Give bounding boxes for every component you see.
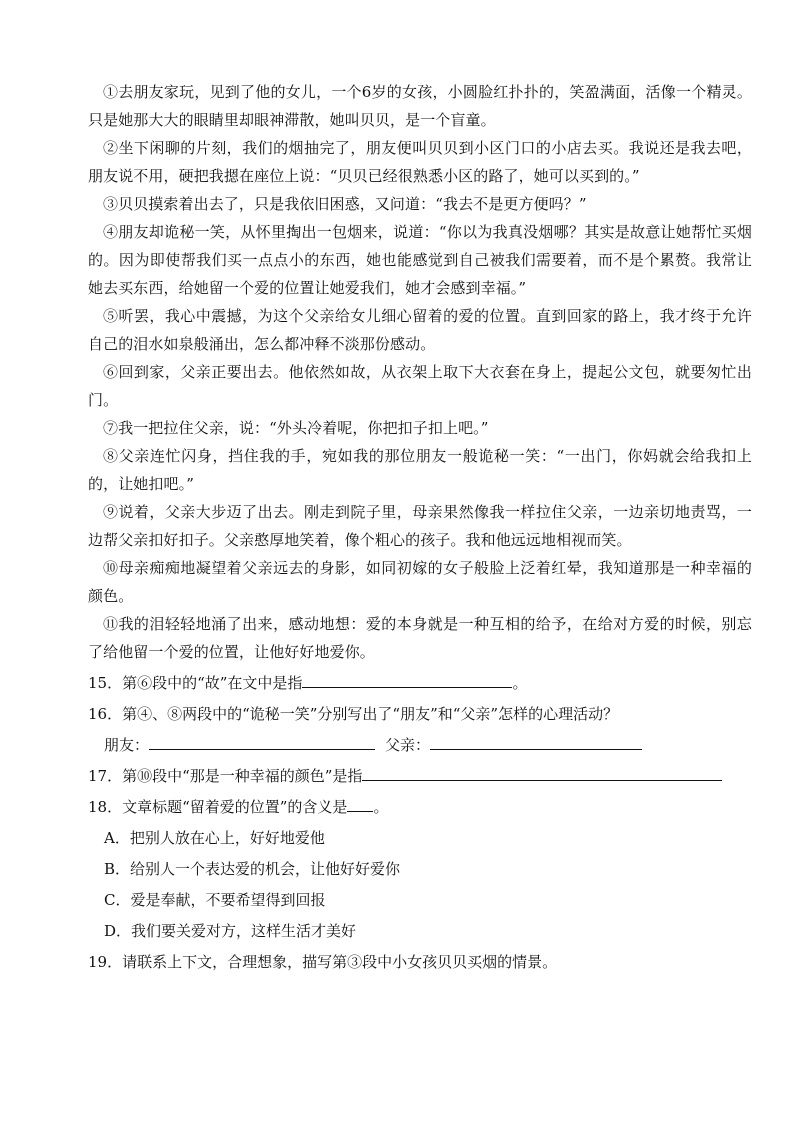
- question-18-option-c[interactable]: C．爱是奉献，不要希望得到回报: [104, 891, 326, 909]
- friend-answer-blank[interactable]: [149, 733, 375, 750]
- question-17-answer-blank[interactable]: [362, 764, 722, 781]
- question-18-option-a[interactable]: A．把别人放在心上，好好地爱他: [104, 829, 325, 847]
- question-18-option-d[interactable]: D．我们要关爱对方，这样生活才美好: [104, 922, 357, 940]
- question-18-option-b[interactable]: B．给别人一个表达爱的机会，让他好好爱你: [104, 860, 401, 878]
- passage-paragraph-9: ⑨说着，父亲大步迈了出去。刚走到院子里，母亲果然像我一样拉住父亲，一边亲切地责骂，一边帮父亲扣好扣子。父亲憨厚地笑着，像个粗心的孩子。我和他远远地相视而笑。: [88, 503, 752, 549]
- question-15: [88, 668, 752, 699]
- question-18-answer-blank[interactable]: [347, 795, 373, 812]
- questions-section: [88, 668, 752, 978]
- question-19: [88, 947, 752, 978]
- passage-paragraph-6: ⑥回到家，父亲正要出去。他依然如故，从衣架上取下大衣套在身上，提起公文包，就要匆忙出门。: [88, 363, 752, 409]
- question-19-text: 19．请联系上下文，合理想象，描写第③段中小女孩贝贝买烟的情景。: [88, 953, 558, 971]
- question-15-answer-blank[interactable]: [302, 671, 512, 688]
- question-16-text: 16．第④、⑧两段中的“诡秘一笑”分别写出了“朋友”和“父亲”怎样的心理活动？: [88, 705, 619, 723]
- passage-paragraph-7: ⑦我一把拉住父亲，说：“外头冷着呢，你把扣子扣上吧。”: [103, 419, 489, 437]
- father-answer-blank[interactable]: [430, 733, 642, 750]
- passage-paragraph-2: ②坐下闲聊的片刻，我们的烟抽完了，朋友便叫贝贝到小区门口的小店去买。我说还是我去吧，朋友说不用，硬把我摁在座位上说：“贝贝已经很熟悉小区的路了，她可以买到的。”: [88, 139, 752, 185]
- passage-paragraph-10: ⑩母亲痴痴地凝望着父亲远去的身影，如同初嫁的女子般脸上泛着红晕，我知道那是一种幸福的颜色。: [88, 559, 752, 605]
- question-15-text: 15．第⑥段中的“故”在文中是指: [88, 674, 303, 692]
- passage-paragraph-1: ①去朋友家玩，见到了他的女儿，一个6岁的女孩，小圆脸红扑扑的，笑盈满面，活像一个精灵。只是她那大大的眼睛里却眼神滞散，她叫贝贝，是一个盲童。: [88, 83, 752, 129]
- question-16-answers: [88, 730, 752, 761]
- question-16: [88, 699, 752, 730]
- passage-paragraph-11: ⑪我的泪轻轻地涌了出来，感动地想：爱的本身就是一种互相的给予，在给对方爱的时候，别忘了给他留一个爱的位置，让他好好地爱你。: [88, 615, 752, 661]
- question-18: [88, 792, 752, 823]
- passage-paragraph-4: ④朋友却诡秘一笑，从怀里掏出一包烟来，说道：“你以为我真没烟哪？其实是故意让她帮忙买烟的。因为即使帮我们买一点点小的东西，她也能感觉到自己被我们需要着，而不是个累赘。我常让她去买东西，给她留一个爱的位置让她爱我们，她才会感到幸福。”: [88, 223, 752, 297]
- father-label: 父亲：: [385, 736, 431, 754]
- question-17: [88, 761, 752, 792]
- question-17-text: 17．第⑩段中“那是一种幸福的颜色”是指: [88, 767, 363, 785]
- question-15-suffix: 。: [512, 674, 528, 692]
- question-18-suffix: 。: [373, 798, 389, 816]
- friend-label: 朋友：: [104, 736, 150, 754]
- passage-paragraph-3: ③贝贝摸索着出去了，只是我依旧困惑，又问道：“我去不是更方便吗？”: [103, 195, 587, 213]
- passage-paragraph-8: ⑧父亲连忙闪身，挡住我的手，宛如我的那位朋友一般诡秘一笑：“一出门，你妈就会给我扣上的，让她扣吧。”: [88, 447, 752, 493]
- passage-paragraph-5: ⑤听罢，我心中震撼，为这个父亲给女儿细心留着的爱的位置。直到回家的路上，我才终于允许自己的泪水如泉般涌出，怎么都冲释不淡那份感动。: [88, 307, 752, 353]
- exam-content: [88, 78, 752, 978]
- question-18-text: 18．文章标题“留着爱的位置”的含义是: [88, 798, 348, 816]
- reading-passage: [88, 78, 752, 666]
